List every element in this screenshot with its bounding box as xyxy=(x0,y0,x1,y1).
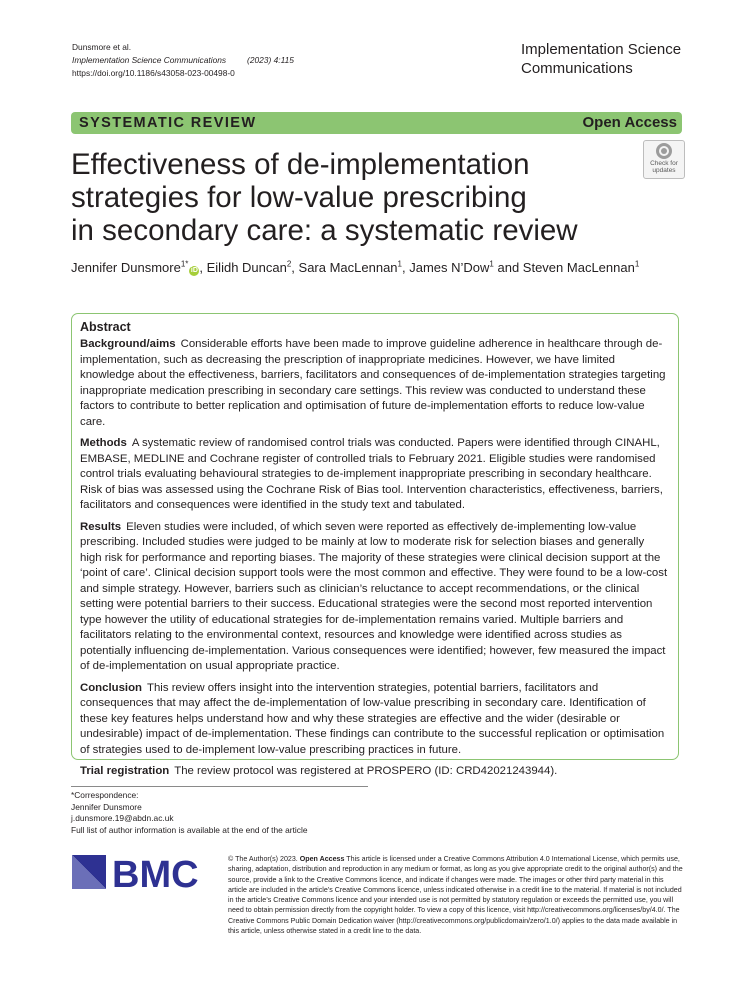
abstract-section-trial-registration: Trial registration The review protocol was registered at PROSPERO (ID: CRD42021243944). xyxy=(80,765,558,777)
abstract-section-methods: Methods A systematic review of randomised control trials was conducted. Papers were identified through CINAHL, EMBASE, MEDLINE and Cochrane register of controlled trials to February 2021. Eligible studies were randomised control trials evaluating behavioural strategies to de-implement inappropriate prescribing in secondary healthcare. Risk of bias was assessed using the Cochrane Risk of Bias tool. Intervention characteristics, effectiveness, barriers, facilitators and consequences were identified in the study text and tabulated. xyxy=(80,437,663,511)
author-name[interactable]: Eilidh Duncan xyxy=(206,260,287,275)
journal-name: Implementation Science Communications xyxy=(521,41,682,77)
bmc-logo xyxy=(72,855,212,895)
correspondence-email[interactable]: j.dunsmore.19@abdn.ac.uk xyxy=(71,813,174,823)
article-type-banner xyxy=(71,112,682,134)
bmc-logo-text: BMC xyxy=(112,855,199,895)
license-statement: © The Author(s) 2023. Open Access This article is licensed under a Creative Commons Attribution 4.0 International License, which permits use, sharing, adaptation, distribution and reproduction in any medium or format, as long as you give appropriate credit to the original author(s) and the source, provide a link to the Creative Commons licence, and indicate if changes were made. The images or other third party material in this article are included in the article’s Creative Commons licence, unless indicated otherwise in a credit line to the material. If material is not included in the article’s Creative Commons licence and your intended use is not permitted by statutory regulation or exceeds the permitted use, you will need to obtain permission directly from the copyright holder. To view a copy of this licence, visit http://creativecommons.org/licenses/by/4.0/. The Creative Commons Public Domain Dedication waiver (http://creativecommons.org/publicdomain/zero/1.0/) applies to the data made available in this article, unless otherwise stated in a credit line to the data. xyxy=(228,855,683,936)
abstract-heading: Abstract xyxy=(80,320,131,334)
running-header xyxy=(72,41,294,80)
author-name[interactable]: Sara MacLennan xyxy=(298,260,398,275)
orcid-icon[interactable]: iD xyxy=(190,267,198,274)
correspondence-block: *Correspondence: Jennifer Dunsmore j.dunsmore.19@abdn.ac.uk Full list of author information is available at the end of the article xyxy=(71,790,308,835)
footnote-divider xyxy=(71,786,368,787)
author-name[interactable]: James N’Dow xyxy=(409,260,490,275)
doi-link[interactable]: https://doi.org/10.1186/s43058-023-00498-0 xyxy=(72,68,235,78)
check-for-updates-badge[interactable]: Check for updates xyxy=(643,140,685,179)
author-name[interactable]: Jennifer Dunsmore xyxy=(71,260,181,275)
article-type: SYSTEMATIC REVIEW xyxy=(79,115,257,131)
abstract-section-results: Results Eleven studies were included, of which seven were reported as effectively de-implementing low-value prescribing. Included studies were judged to be mainly at low to moderate risk for selection biases and generally high risk for performance and reporting biases. The majority of these strategies were clinical decision support at the ‘point of care’. Clinical decision support tools were the most common and effective. They were found to be a low-cost and simple strategy. However, barriers such as clinician’s reluctance to accept recommendations, or the clinical setting were potential barriers to their success. Educational strategies were the second most reported intervention type however the utility of educational strategies for de-implementation remains varied. Multiple barriers and facilitators relating to the environmental context, resources and knowledge were identified across studies as potentially influencing de-implementation. Various consequences were identified; however, few measured the impact of de-implementation on usual appropriate practice. xyxy=(80,520,668,672)
check-for-updates-icon xyxy=(656,143,672,159)
running-journal: Implementation Science Communications (2023) 4:115 xyxy=(72,55,294,65)
abstract-box xyxy=(71,313,679,777)
open-access-label: Open Access xyxy=(582,114,677,131)
running-author: Dunsmore et al. xyxy=(72,42,132,52)
abstract-section-conclusion: Conclusion This review offers insight into the intervention strategies, potential barriers, facilitators and consequences that may affect the de-implementation of low-value prescribing in secondary care. Identification of these key features helps understand how and why these strategies are effective and the wider (desirable or undesirable) impact of de-implementation. These findings can contribute to the successful replication or optimisation of strategies used to de-implement low-value prescribing practices in future. xyxy=(80,681,665,756)
author-list: Jennifer Dunsmore$^{1*}$iD , Eilidh Duncan$^2$, Sara MacLennan$^1$, James N’Dow$^1$ and Steven MacLennan$^1$ xyxy=(71,259,640,275)
abstract-section-background: Background/aims Considerable efforts have been made to improve guideline adherence in healthcare through de-implementation, such as decreasing the prescription of inappropriate medicines. However, we have limited knowledge about the effectiveness, barriers, facilitators and consequences of de-implementation strategies targeting inappropriate medication prescribing in secondary care settings. This review was conducted to understand these factors to contribute to better replication and optimisation of future de-implementation efforts to reduce low-value care. xyxy=(80,338,666,428)
author-name[interactable]: Steven MacLennan xyxy=(522,260,635,275)
article-title: Effectiveness of de-implementation strategies for low-value prescribing in secondary care: a systematic review xyxy=(71,148,578,247)
